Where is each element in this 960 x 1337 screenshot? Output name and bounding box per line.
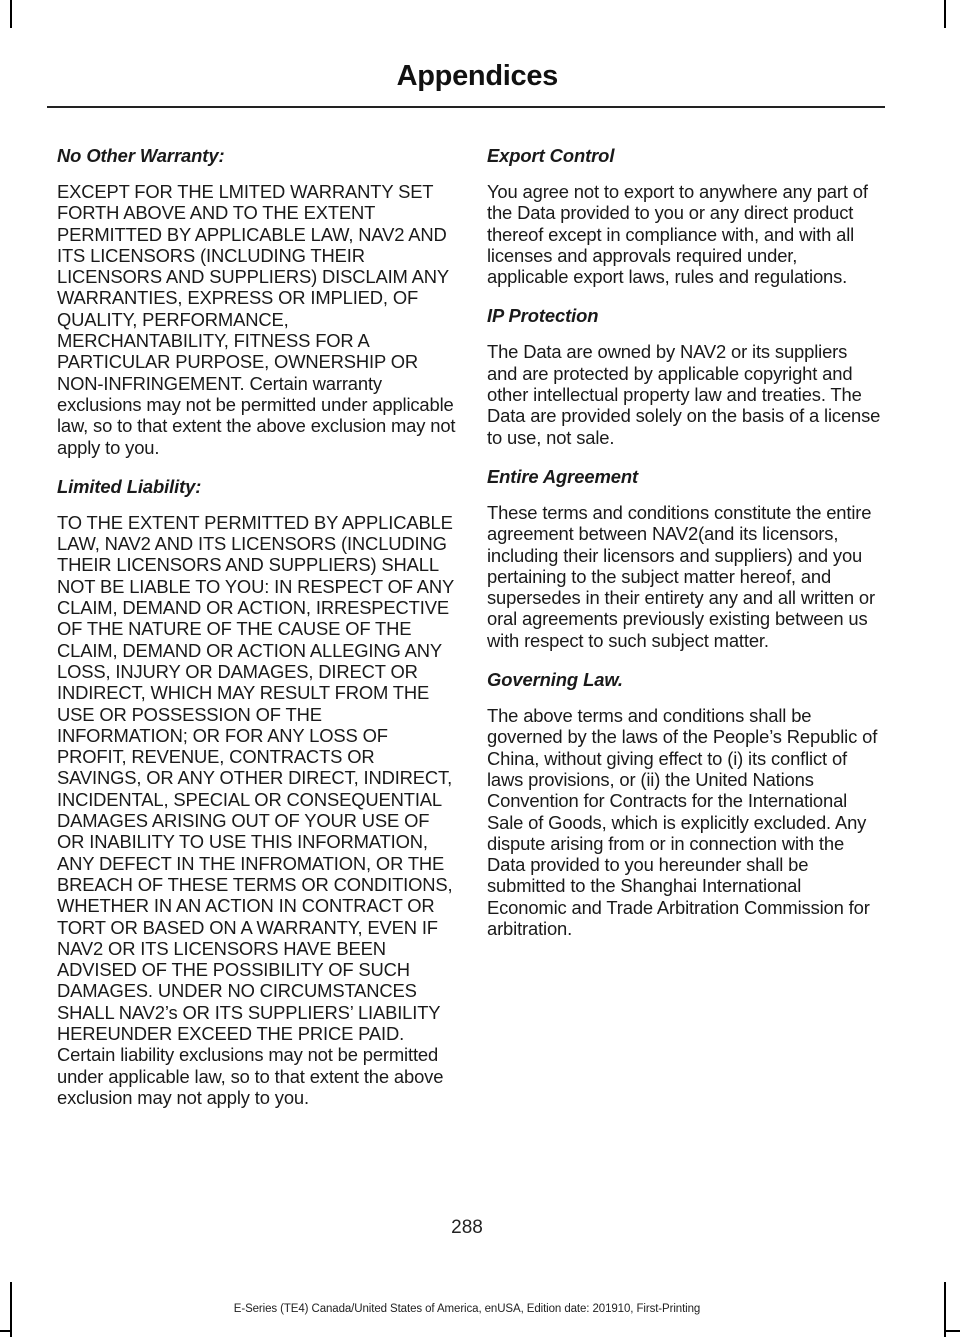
section-body: These terms and conditions constitute the entire agreement between NAV2(and its licensors, including their licensors and suppliers) and you pertaining to the subject matter hereof, and supersedes in their entirety any and all written or oral agreements previously existing between us with respect to such subject matter. — [487, 501, 875, 651]
header-divider — [47, 106, 885, 108]
section-heading: No Other Warranty: — [57, 145, 225, 166]
left-column — [57, 144, 457, 1125]
page-title: Appendices — [396, 60, 558, 92]
section-heading: Governing Law. — [487, 669, 623, 691]
section-no-other-warranty — [57, 144, 457, 458]
section-body: TO THE EXTENT PERMITTED BY APPLICABLE LAW, NAV2 AND ITS LICENSORS (INCLUDING THEIR LICENSORS AND SUPPLIERS) SHALL NOT BE LIABLE TO YOU: IN RESPECT OF ANY CLAIM, DEMAND OR ACTION, IRRESPECTIVE OF THE NATURE OF THE CAUSE OF THE CLAIM, DEMAND OR ACTION ALLEGING ANY LOSS, INJURY OR DAMAGES, DIRECT OR INDIRECT, WHICH MAY RESULT FROM THE USE OR POSSESSION OF THE INFORMATION; OR FOR ANY LOSS OF PROFIT, REVENUE, CONTRACTS OR SAVINGS, OR ANY OTHER DIRECT, INDIRECT, INCIDENTAL, SPECIAL OR CONSEQUENTIAL DAMAGES ARISING OUT OF YOUR USE OF OR INABILITY TO USE THIS INFORMATION, ANY DEFECT IN THE INFROMATION, OR THE BREACH OF THESE TERMS OR CONDITIONS, WHETHER IN AN ACTION IN CONTRACT OR TORT OR BASED ON A WARRANTY, EVEN IF NAV2 OR ITS LICENSORS HAVE BEEN ADVISED OF THE POSSIBILITY OF SUCH DAMAGES. UNDER NO CIRCUMSTANCES SHALL NAV2’s OR ITS SUPPLIERS’ LIABILITY HEREUNDER EXCEED THE PRICE PAID. Certain liability exclusions may not be permitted under applicable law, so to that extent the above exclusion may not apply to you. — [57, 511, 454, 1108]
right-column — [487, 144, 881, 956]
crop-mark-top-left — [10, 0, 12, 28]
footer-edition-info: E-Series (TE4) Canada/United States of America, enUSA, Edition date: 201910, First-Printing — [233, 1303, 701, 1315]
section-body: The above terms and conditions shall be governed by the laws of the People’s Republic of China, without giving effect to (i) its conflict of laws provisions, or (ii) the United Nations Convention for Contracts for the International Sale of Goods, which is explicitly excluded. Any dispute arising from or in connection with the Data provided to you hereunder shall be submitted to the Shanghai International Economic and Trade Arbitration Commission for arbitration. — [487, 705, 878, 940]
section-body: You agree not to export to anywhere any part of the Data provided to you or any direct product thereof except in compliance with, and with all licenses and approvals required under, applicable export laws, rules and regulations. — [487, 181, 868, 288]
section-heading: IP Protection — [487, 305, 599, 327]
section-governing-law — [487, 668, 881, 939]
crop-mark-top-right — [944, 0, 946, 28]
section-heading: Limited Liability: — [57, 475, 202, 497]
crop-mark-bottom-right-horizontal — [944, 1330, 960, 1332]
section-body: EXCEPT FOR THE LMITED WARRANTY SET FORTH ABOVE AND TO THE EXTENT PERMITTED BY APPLICABLE LAW, NAV2 AND ITS LICENSORS (INCLUDING THEIR LICENSORS AND SUPPLIERS) DISCLAIM ANY WARRANTIES, EXPRESS OR IMPLIED, OF QUALITY, PERFORMANCE, MERCHANTABILITY, FITNESS FOR A PARTICULAR PURPOSE, OWNERSHIP OR NON-INFRINGEMENT. Certain warranty exclusions may not be permitted under applicable law, so to that extent the above exclusion may not apply to you. — [57, 181, 456, 458]
section-heading: Export Control — [487, 145, 615, 166]
section-entire-agreement — [487, 465, 881, 651]
crop-mark-bottom-right-vertical — [944, 1282, 946, 1337]
section-limited-liability — [57, 475, 457, 1108]
section-body: The Data are owned by NAV2 or its suppliers and are protected by applicable copyright and other intellectual property law and treaties. The Data are provided solely on the basis of a license to use, not sale. — [487, 341, 881, 448]
section-export-control — [487, 144, 881, 287]
section-ip-protection — [487, 304, 881, 447]
section-heading: Entire Agreement — [487, 465, 639, 487]
page-number: 288 — [451, 1217, 483, 1238]
crop-mark-bottom-left-horizontal — [0, 1330, 12, 1332]
